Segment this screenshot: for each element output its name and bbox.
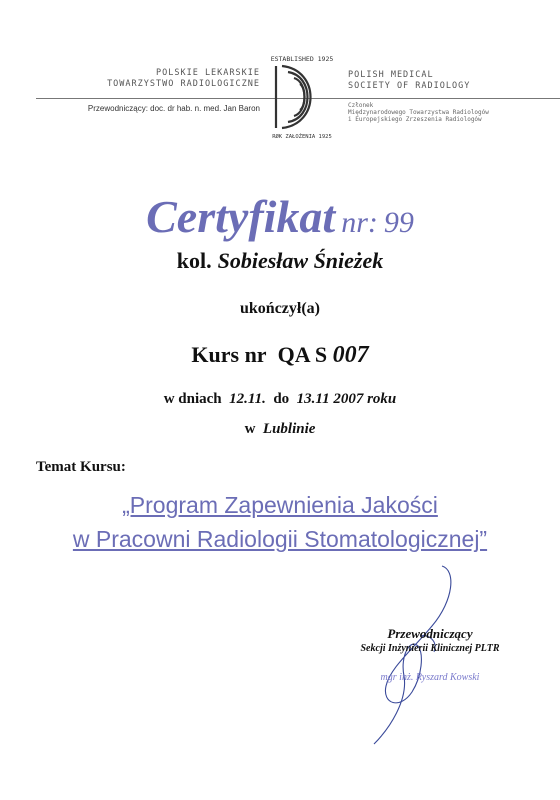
membership-note xyxy=(348,102,558,123)
chairman-line: Przewodniczący: doc. dr hab. n. med. Jan Baron xyxy=(87,104,260,113)
topic-line-1: „Program Zapewnienia Jakości xyxy=(122,492,438,518)
topic-line-2: w Pracowni Radiologii Stomatologicznej” xyxy=(72,526,488,552)
logo-bottom-text: RØK ZAŁOŻENIA 1925 xyxy=(272,134,332,140)
society-name-en-line2: SOCIETY OF RADIOLOGY xyxy=(348,81,471,91)
topic-label: Temat Kursu: xyxy=(36,459,126,475)
membership-line: Członek xyxy=(348,102,374,109)
signatory-title: Przewodniczący xyxy=(387,626,473,641)
completed-text: ukończył(a) xyxy=(240,300,320,317)
dates-line xyxy=(0,391,560,408)
handwritten-signature xyxy=(360,560,470,750)
dates-mid: do xyxy=(273,391,290,407)
place-line xyxy=(0,421,560,438)
membership-line: Międzynarodowego Towarzystwa Radiologów xyxy=(348,109,489,116)
society-logo xyxy=(262,52,342,142)
recipient-line xyxy=(0,248,560,274)
signatory-name: mgr inż. Ryszard Kowski xyxy=(380,672,480,683)
course-code-number: 007 xyxy=(332,342,369,368)
course-code-prefix: QA S xyxy=(277,342,328,367)
date-from: 12.11. xyxy=(229,391,266,407)
certificate-title xyxy=(0,190,560,243)
course-label: Kurs nr xyxy=(191,342,267,367)
logo-top-text: ESTABLISHED 1925 xyxy=(270,55,334,63)
society-name-pl-line1: POLSKIE LEKARSKIE xyxy=(156,68,260,78)
certificate-number: 99 xyxy=(383,206,414,239)
society-name-en-line1: POLISH MEDICAL xyxy=(348,70,434,80)
membership-line: i Europejskiego Zrzeszenia Radiologów xyxy=(348,116,482,123)
course-line xyxy=(0,342,560,369)
society-name-pl-line2: TOWARZYSTWO RADIOLOGICZNE xyxy=(107,79,260,89)
place-name: Lublinie xyxy=(262,421,316,437)
place-prefix: w xyxy=(244,421,256,437)
certificate-nr-label: nr: xyxy=(341,206,378,239)
certificate-word: Certyfikat xyxy=(146,191,336,242)
recipient-name: Sobiesław Śnieżek xyxy=(217,248,384,273)
recipient-prefix: kol. xyxy=(176,248,212,273)
signatory-section: Sekcji Inżynierii Klinicznej PLTR xyxy=(360,643,500,654)
date-to: 13.11 2007 roku xyxy=(296,391,397,407)
dates-prefix: w dniach xyxy=(163,391,222,407)
